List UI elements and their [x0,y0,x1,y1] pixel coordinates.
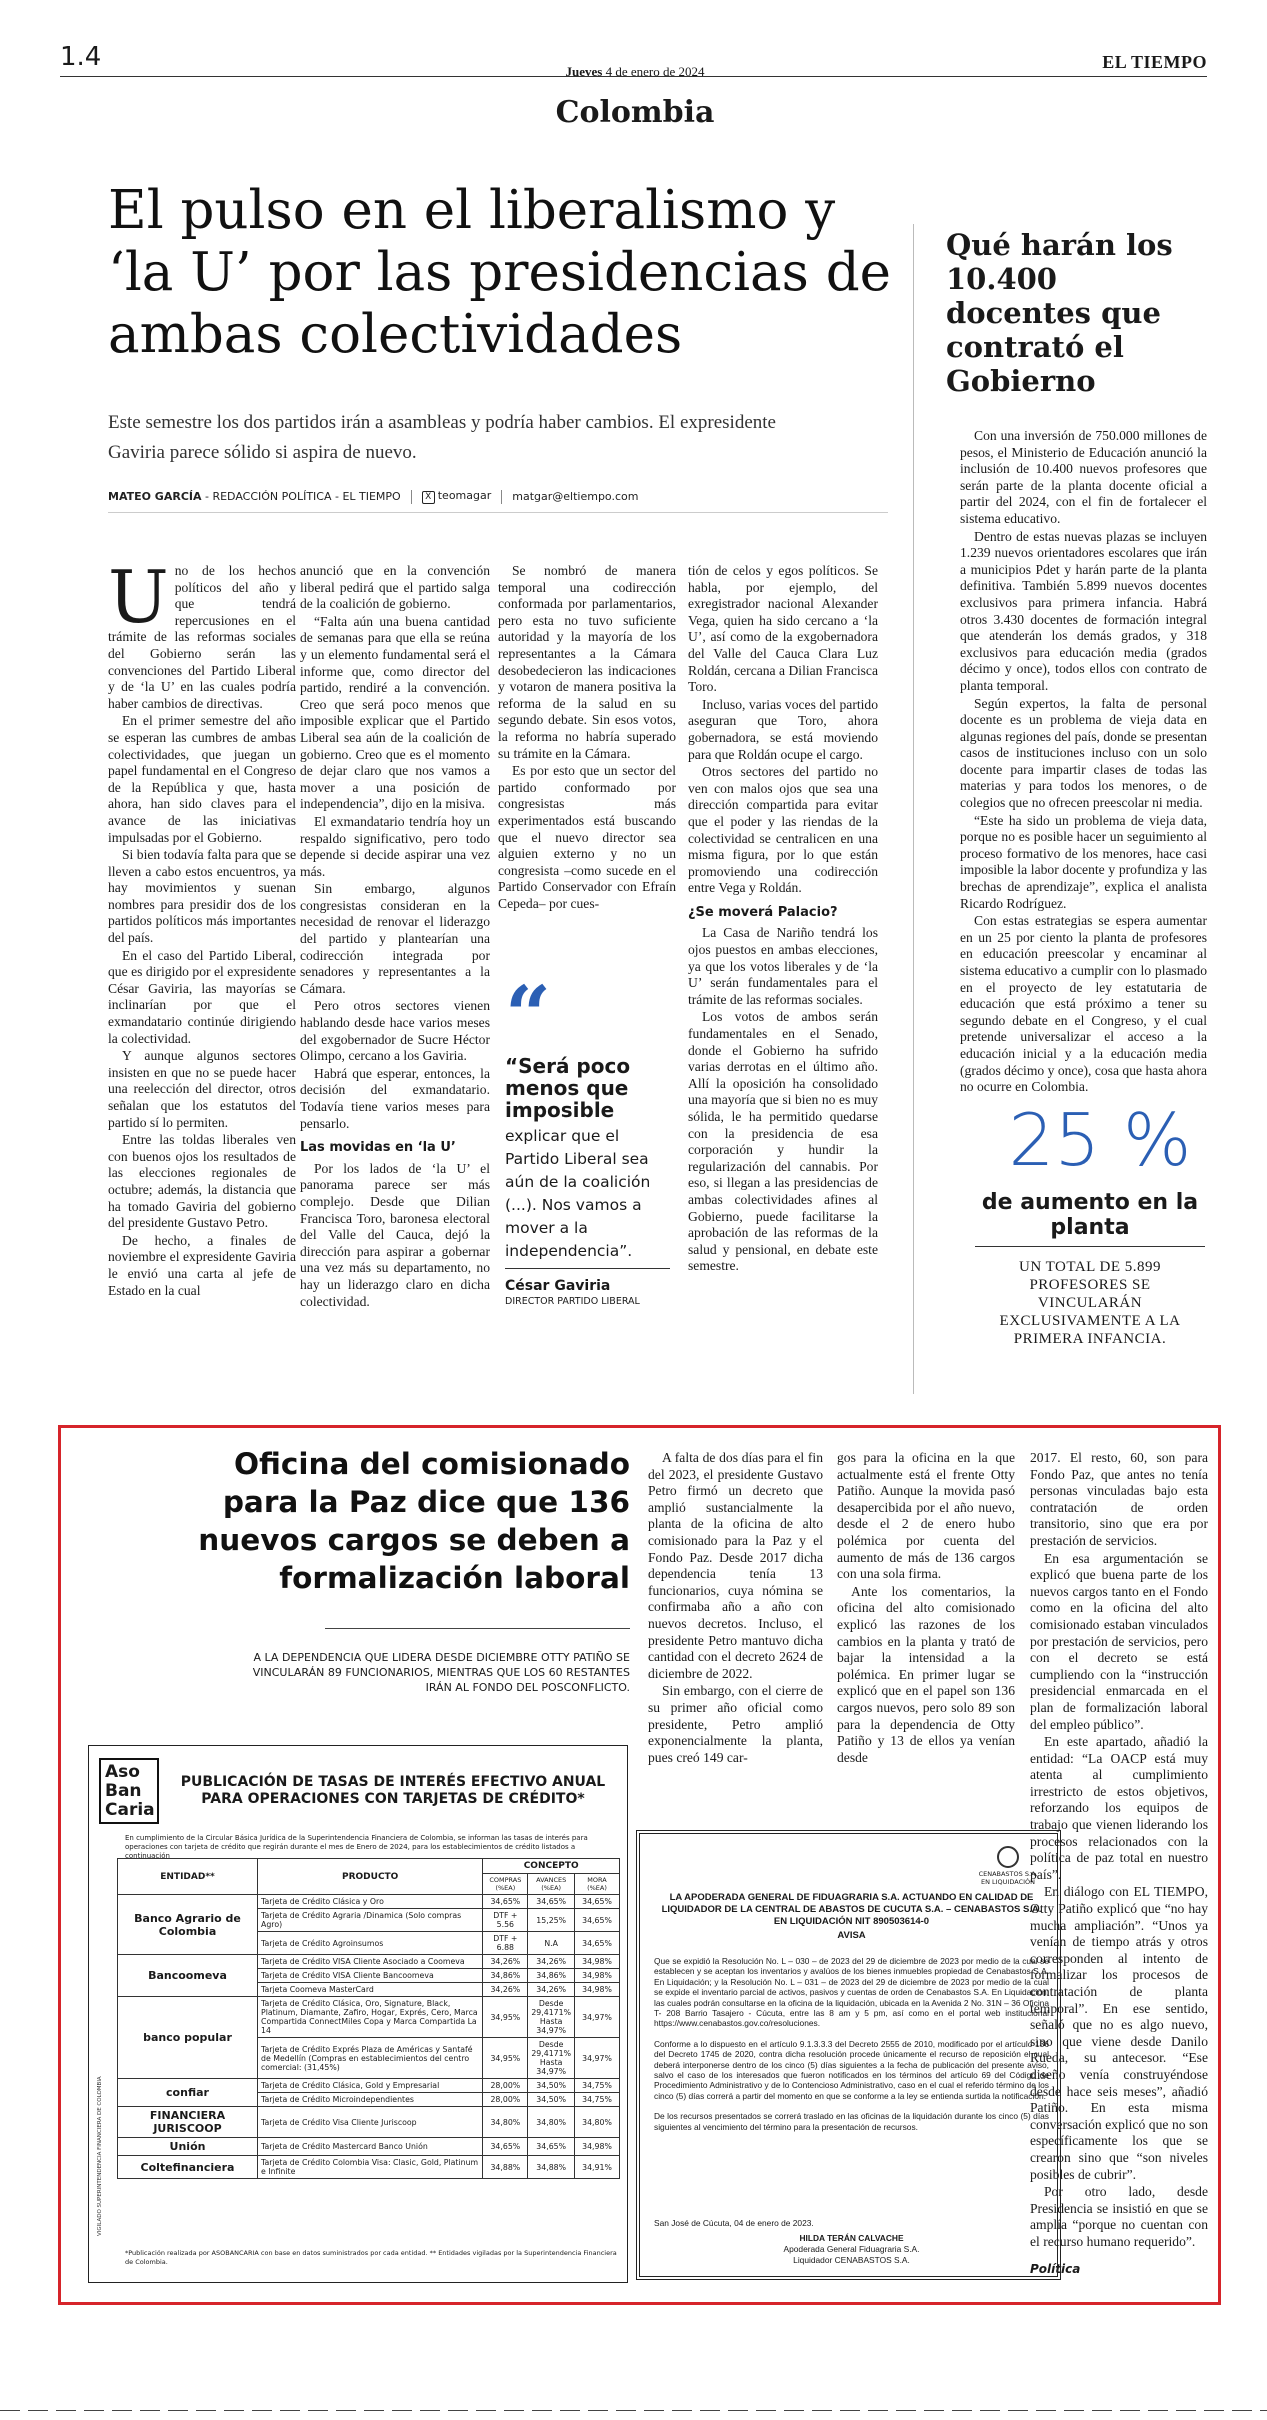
article-subheading: ¿Se moverá Palacio? [688,904,838,920]
cenabastos-logo: CENABASTOS S.A. EN LIQUIDACIÓN [968,1846,1048,1886]
rates-compras: 28,00% [483,2093,528,2107]
rates-product: Tarjeta de Crédito Colombia Visa: Clasic, Gold, Platinum e Infinite [258,2156,483,2179]
rates-row [118,2138,620,2156]
rates-product: Tarjeta de Crédito VISA Cliente Asociado a Coomeva [258,1955,483,1969]
rates-ad-side-note: VIGILADO SUPERINTENDENCIA FINANCIERA DE COLOMBIA [97,2076,103,2236]
article-paragraph: “Falta aún una buena cantidad de semanas para que ella se reúna y un elemento fundamental será el informe que, como director del partido, rendiré a la convención. Creo que será poco menos que imposible explicar que el Partido Liberal sea aún de la coalición de gobierno. Creo que es el momento de dejar claro que nos vamos a mover a una posición de independencia”, dijo en la misiva. [300,613,490,812]
article-paragraph: En el caso del Partido Liberal, que es dirigido por el expresidente César Gaviria, las mayorías se inclinarían por que el exmandatario continúe dirigiendo la colectividad. [108,947,296,1046]
rates-product: Tarjeta de Crédito Clásica, Oro, Signature, Black, Platinum, Diamante, Zafiro, Hogar, Exprés, Cero, Marca Compartida ConnectMiles Copa y Marca Compartida La 14 [258,1997,483,2038]
article-paragraph: En esa argumentación se explicó que buena parte de los nuevos cargos tanto en el Fondo como en la oficina del alto comisionado estaban vinculados por prestación de servicios, pero con el decreto se está cumpliendo con la “instrucción presidencial enmarcada en el plan de formalización laboral del empleo público”. [1030,1550,1208,1732]
rates-entity: Coltefinanciera [118,2156,258,2179]
pull-quote-lead: “Será poco menos que imposible [505,1054,631,1122]
article-paragraph: Sin embargo, algunos congresistas consideran en la necesidad de renovar el liderazgo del partido y plantearían una codirección integrada por senadores y representantes a la Cámara. [300,881,490,996]
rates-product: Tarjeta de Crédito Microindependientes [258,2093,483,2107]
main-headline: El pulso en el liberalismo y ‘la U’ por las presidencias de ambas colectividades [108,180,891,365]
article-paragraph: tión de celos y egos políticos. Se habla, por ejemplo, del exregistrador nacional Alexander Vega, quien ha sido cercano a ‘la U’, así como de la exgobernadora del Valle del Cauca Clara Luz Roldán, cercana a Dilian Francisca Toro. [688,563,878,695]
rates-mora: 34,91% [575,2156,620,2179]
article-paragraph: Habrá que esperar, entonces, la decisión del exmandatario. Todavía tiene varios meses para pensarlo. [300,1065,490,1131]
article-paragraph: Sin embargo, con el cierre de su primer año oficial como presidente, Petro amplió exponencialmente la planta, pues creó 149 car- [648,1683,823,1765]
secondary-column-1 [648,1450,823,1767]
rates-row [118,2079,620,2093]
rates-mora: 34,98% [575,1969,620,1983]
rates-row [118,2107,620,2138]
rates-avances: Desde 29,4171% Hasta 34,97% [528,1997,575,2038]
legal-notice-body [654,1956,1049,2142]
legal-notice-signer: HILDA TERÁN CALVACHE [799,2233,904,2243]
article-paragraph: Si bien todavía falta para que se lleven a cabo estos encuentros, ya hay movimientos y suenan nombres para presidir dos de los partidos políticos más importantes del país. [108,847,296,946]
rates-header-avances: AVANCES (%EA) [528,1874,575,1895]
sidebar-paragraph: Dentro de estas nuevas plazas se incluyen 1.239 nuevos orientadores escolares que irán a municipios Pdet y harán parte de la planta definitiva. También 5.899 nuevos docentes exclusivos para primera infancia. Habrá otros 3.430 docentes de formación integral que atenderán los demás grados, y 318 exclusivos para educación media (grados décimo y once), todos ellos con contrato de planta temporal. [960,528,1207,693]
rates-mora: 34,65% [575,1932,620,1955]
article-paragraph: En este apartado, añadió la entidad: “La OACP está muy atenta al cumplimiento irrestricto de estos objetivos, reforzando los equipos de trabajo que vienen liderando los procesos relacionados con la política de paz total en nuestro país”. [1030,1734,1208,1882]
rates-avances: 34,50% [528,2093,575,2107]
rates-compras: 34,65% [483,2138,528,2156]
sidebar-title: Qué harán los 10.400 docentes que contrató el Gobierno [946,228,1173,398]
sidebar-body [960,428,1207,1097]
article-paragraph: Entre las toldas liberales ven con buenos ojos los resultados de las elecciones regionales de octubre; además, la distancia que ha tomado Gaviria del gobierno del presidente Gustavo Petro. [108,1132,296,1231]
section-name: Colombia [555,95,715,130]
rates-product: Tarjeta de Crédito Agroinsumos [258,1932,483,1955]
rates-mora: 34,98% [575,2138,620,2156]
rates-compras: 34,80% [483,2107,528,2138]
byline [108,489,888,504]
rates-product: Tarjeta de Crédito Exprés Plaza de Américas y Santafé de Medellín (Compras en establecimientos del centro comercial: (31,45%) [258,2038,483,2079]
article-paragraph: gos para la oficina en la que actualmente está el frente Otty Patiño. Aunque la movida pasó desapercibida por el año nuevo, desde el 2 de enero hubo polémica por cuenta del aumento de más de 136 cargos con una sola firma. [837,1450,1015,1582]
byline-author: MATEO GARCÍA - REDACCIÓN POLÍTICA - EL TIEMPO [108,490,401,503]
article-paragraph: La Casa de Nariño tendrá los ojos puestos en ambas elecciones, ya que los votos liberales y de ‘la U’ serán fundamentales para el trámite de las reformas sociales. [688,925,878,1007]
rates-mora: 34,98% [575,1955,620,1969]
article-paragraph: Pero otros sectores vienen hablando desde hace varios meses del exgobernador de Sucre Héctor Olimpo, cercano a los Gaviria. [300,998,490,1064]
legal-notice-signer-role: Liquidador CENABASTOS S.A. [793,2255,910,2265]
rates-product: Tarjeta de Crédito Clásica, Gold y Empresarial [258,2079,483,2093]
rates-mora: 34,75% [575,2093,620,2107]
article-paragraph: Y aunque algunos sectores insisten en que no se puede hacer una reelección del director, otros señalan que los estatutos del partido sí lo permiten. [108,1048,296,1130]
legal-notice-inner [639,1833,1058,2277]
article-subheading: Las movidas en ‘la U’ [300,1140,456,1156]
article-column-3 [498,563,676,913]
article-paragraph: Es por esto que un sector del partido conformado por congresistas más experimentados está buscando que el nuevo director sea alguien externo y no un congresista –como sucede en el Partido Conservador con Efraín Cepeda– por cues- [498,763,676,911]
legal-notice-paragraph: Que se expidió la Resolución No. L – 030 – de 2023 del 29 de diciembre de 2023 por medio de la cual se establecen y se aceptan los inventarios y avalúos de los bienes inmuebles propiedad de Cenabastos S.A. En Liquidación; y la Resolución No. L – 031 – de 2023 del 29 de diciembre de 2023 por medio de la cual se expide el inventario parcial de activos, pasivos y cuentas de orden de Cenabastos S.A. En Liquidación; las cuales podrán consultarse en la oficina de la liquidación, ubicada en la Avenida 2 No. 31N – 36 Oficina T- 208 Barrio Tasajero - Cúcuta, entre las 8 am y 5 pm, así como en el portal web institucional https://www.cenabastos.gov.co/resoluciones. [654,1956,1049,2029]
rates-mora: 34,80% [575,2107,620,2138]
page-bottom-rule [0,2410,1267,2411]
rates-row [118,1895,620,1909]
byline-separator [411,490,412,504]
article-column-1 [108,555,296,1300]
rates-avances: 34,50% [528,2079,575,2093]
rates-product: Tarjeta de Crédito Clásica y Oro [258,1895,483,1909]
pull-quote-rule [505,1268,670,1269]
rates-mora: 34,98% [575,1983,620,1997]
sidebar-divider [913,224,914,1394]
drop-cap: U [108,555,169,639]
rates-avances: 34,65% [528,2138,575,2156]
pull-quote-author: César Gaviria [505,1278,611,1294]
article-paragraph: En el primer semestre del año se esperan las cumbres de ambas colectividades, que juegan un papel fundamental en el Congreso de la República y que, hasta ahora, han sido claves para el avance de las iniciativas impulsadas por el Gobierno. [108,713,296,845]
pull-quote-role: DIRECTOR PARTIDO LIBERAL [505,1296,640,1307]
byline-email[interactable]: matgar@eltiempo.com [512,490,639,503]
article-paragraph: Uno de los hechos políticos del año y que tendrá repercusiones en el trámite de las reformas sociales del Gobierno serán las convenciones del Partido Liberal y de ‘la U’ en las cuales podría haber cambios de directivas. [108,555,296,711]
rates-avances: 34,65% [528,1895,575,1909]
rates-compras: 34,65% [483,1895,528,1909]
rates-compras: 34,88% [483,2156,528,2179]
rates-entity: confiar [118,2079,258,2107]
legal-notice-signer-role: Apoderada General Fiduagraria S.A. [783,2244,920,2254]
rates-compras: 34,95% [483,1997,528,2038]
sidebar-stat-label: de aumento en la planta [981,1190,1199,1240]
rates-compras: 34,95% [483,2038,528,2079]
rates-avances: 15,25% [528,1909,575,1932]
secondary-column-2 [837,1450,1015,1767]
rates-table-body [118,1895,620,2179]
rates-avances: Desde 29,4171% Hasta 34,97% [528,2038,575,2079]
asobancaria-logo: Aso Ban Caria [99,1758,159,1824]
rates-mora: 34,65% [575,1895,620,1909]
sidebar-stat-number: 25 % [1008,1098,1192,1182]
rates-avances: N.A [528,1932,575,1955]
article-paragraph: 2017. El resto, 60, son para Fondo Paz, que antes no tenía personas vinculadas bajo esta contratación de orden transitorio, sino que era por prestación de servicios. [1030,1450,1208,1548]
rates-compras: 34,26% [483,1983,528,1997]
rates-compras: 34,86% [483,1969,528,1983]
rates-header-concept: CONCEPTO [483,1859,620,1874]
rates-compras: DTF + 5.56 [483,1909,528,1932]
legal-notice-heading: LA APODERADA GENERAL DE FIDUAGRARIA S.A. ACTUANDO EN CALIDAD DE LIQUIDADOR DE LA CENTRAL DE ABASTOS DE CUCUTA S.A. – CENABASTOS S.A. EN LIQUIDACIÓN NIT 890503614-0 AVISA [654,1892,1049,1942]
rates-product: Tarjeta de Crédito Mastercard Banco Unión [258,2138,483,2156]
issue-date-rest: 4 de enero de 2024 [602,64,705,79]
rates-avances: 34,88% [528,2156,575,2179]
secondary-headline-rule [325,1628,630,1629]
rates-entity: Bancoomeva [118,1955,258,1997]
article-paragraph: Se nombró de manera temporal una codirección conformada por parlamentarios, pero esta no tuvo suficiente autoridad y la mayoría de los representantes a la Cámara desobedecieron las indicaciones y votaron de manera positiva la reforma de la salud en su segundo debate. Sin esos votos, la reforma no habría superado su trámite en la Cámara. [498,563,676,761]
rates-header-product: PRODUCTO [258,1859,483,1895]
rates-row [118,1955,620,1969]
quote-mark-icon: “ [505,968,552,1062]
rates-compras: 28,00% [483,2079,528,2093]
article-paragraph: Por otro lado, desde Presidencia se insistió en que se amplía “porque no cuentan con el recurso humano requerido”. [1030,2184,1208,2249]
article-paragraph: En diálogo con EL TIEMPO, Otty Patiño explicó que “no hay mucha ampliación”. “Unos ya venían de tiempo atrás y otros corresponden al intento de formalizar los procesos de contratación de planta temporal”. En ese sentido, señaló que no es algo nuevo, sino que viene desde Danilo Rueda, su antecesor. “Ese diseño venía construyéndose desde hace seis meses”, añadió Patiño. En esta misma conversación explicó que no son específicamente los que se crearon sino que “son niveles posibles de cubrir”. [1030,1884,1208,2182]
rates-ad-footnote: *Publicación realizada por ASOBANCARIA con base en datos suministrados por cada entidad. ** Entidades vigiladas por la Superintendencia Financiera de Colombia. [125,2249,617,2266]
byline-separator [501,490,502,504]
section-tag: Política [1030,2262,1081,2276]
newspaper-brand: EL TIEMPO [1102,52,1207,72]
rates-product: Tarjeta de Crédito VISA Cliente Bancoomeva [258,1969,483,1983]
rates-header-compras: COMPRAS (%EA) [483,1874,528,1895]
byline-rule [108,512,888,513]
rates-mora: 34,65% [575,1909,620,1932]
sidebar-paragraph: “Este ha sido un problema de vieja data, porque no es posible hacer un seguimiento al proceso formativo de los menores, hace casi imposible la labor docente y profundiza y las brechas de aprendizaje”, explica el analista Ricardo Rodríguez. [960,812,1207,911]
pull-quote-text: explicar que el Partido Liberal sea aún de la coalición (...). Nos vamos a mover a la independencia”. [505,1127,651,1260]
secondary-subhead: A LA DEPENDENCIA QUE LIDERA DESDE DICIEMBRE OTTY PATIÑO SE VINCULARÁN 89 FUNCIONARIOS, MIENTRAS QUE LOS 60 RESTANTES IRÁN AL FONDO DEL POSCONFLICTO. [252,1651,630,1694]
article-paragraph: Ante los comentarios, la oficina del alto comisionado explicó las razones de los cambios en la planta y trató de bajar la intensidad a la polémica. En primer lugar se explicó que en el papel son 136 cargos nuevos, pero solo 89 son para la dependencia de Otty Patiño y 13 de ellos ya venían desde [837,1583,1015,1765]
rates-avances: 34,80% [528,2107,575,2138]
rates-header-mora: MORA (%EA) [575,1874,620,1895]
rates-mora: 34,97% [575,1997,620,2038]
rates-avances: 34,26% [528,1955,575,1969]
sidebar-paragraph: Con una inversión de 750.000 millones de pesos, el Ministerio de Educación anunció la inclusión de 10.400 nuevos profesores que serán parte de la planta docente oficial a partir del 2024, con el fin de fortalecer el sistema educativo. [960,428,1207,526]
legal-notice-place-date: San José de Cúcuta, 04 de enero de 2023. [654,2218,814,2228]
article-paragraph: Incluso, varias voces del partido aseguran que Toro, ahora gobernadora, se está moviendo para que Roldán ocupe el cargo. [688,696,878,762]
legal-notice-label: AVISA [837,1930,866,1941]
rates-entity: FINANCIERA JURISCOOP [118,2107,258,2138]
rates-mora: 34,75% [575,2079,620,2093]
article-paragraph: Otros sectores del partido no ven con malos ojos que sea una dirección compartida para evitar que el poder y las riendas de la colectividad se centralicen en una misma figura, por lo que están promoviendo una codirección entre Vega y Roldán. [688,764,878,896]
sidebar-paragraph: Con estas estrategias se espera aumentar en un 25 por ciento la planta de profesores en educación preescolar y encaminar al sistema educativo a cumplir con lo plasmado en el proyecto de ley estatutaria de educación que está próximo a tener su segundo debate en el Congreso, y el cual pretende universalizar el acceso a la educación inicial y a la educación media (grados décimo y once), cosa que hasta ahora no ocurre en Colombia. [960,913,1207,1095]
main-subhead: Este semestre los dos partidos irán a asambleas y podría haber cambios. El expresidente Gaviria parece sólido si aspira de nuevo. [108,412,776,463]
rates-entity: banco popular [118,1997,258,2079]
article-column-2 [300,563,490,1311]
legal-notice-paragraph: De los recursos presentados se correrá traslado en las oficinas de la liquidación durante los cinco (5) días siguientes al vencimiento del término para la presentación de recursos. [654,2111,1049,2132]
article-column-4 [688,563,878,1276]
article-paragraph: Por los lados de ‘la U’ el panorama parece ser más complejo. Desde que Dilian Francisca Toro, baronesa electoral del Valle del Cauca, dejó la dirección para aspirar a gobernar una vez más su departamento, no hay un liderazgo claro en dicha colectividad. [300,1160,490,1309]
article-paragraph: A falta de dos días para el fin del 2023, el presidente Gustavo Petro firmó un decreto que amplió sustancialmente la planta de la oficina de alto comisionado para la Paz y el Fondo Paz. Desde 2017 dicha dependencia tenía 13 funcionarios, cuya nómina se confirmaba año a año con nuevos decretos. Incluso, el presidente Petro mantuvo dicha cantidad con el decreto 2624 de diciembre de 2022. [648,1450,823,1681]
rates-ad-title: PUBLICACIÓN DE TASAS DE INTERÉS EFECTIVO ANUAL PARA OPERACIONES CON TARJETAS DE CRÉDITO* [180,1774,606,1807]
rates-entity: Banco Agrario de Colombia [118,1895,258,1955]
rates-advertisement [88,1745,628,2283]
legal-notice [636,1830,1061,2280]
rates-product: Tarjeta de Crédito Visa Cliente Juriscoop [258,2107,483,2138]
rates-product: Tarjeta de Crédito Agraria /Dinamica (Solo compras Agro) [258,1909,483,1932]
rates-compras: DTF + 6.88 [483,1932,528,1955]
sidebar-stat-rule [975,1246,1205,1247]
secondary-headline: Oficina del comisionado para la Paz dice que 136 nuevos cargos se deben a formalización laboral [198,1447,630,1595]
rates-product: Tarjeta Coomeva MasterCard [258,1983,483,1997]
article-paragraph: anunció que en la convención liberal pedirá que el partido salga de la coalición de gobierno. [300,563,490,612]
x-social-icon: X [422,491,435,504]
issue-day: Jueves [565,64,603,79]
rates-mora: 34,97% [575,2038,620,2079]
cenabastos-globe-icon [997,1846,1019,1868]
article-paragraph: De hecho, a finales de noviembre el expresidente Gaviria le envió una carta al jefe de Estado en la cual [108,1232,296,1298]
sidebar-stat-caption: UN TOTAL DE 5.899 PROFESORES SE VINCULARÁN EXCLUSIVAMENTE A LA PRIMERA INFANCIA. [999,1259,1181,1347]
rates-avances: 34,26% [528,1983,575,1997]
rates-ad-note: En cumplimiento de la Circular Básica Jurídica de la Superintendencia Financiera de Colombia, se informan las tasas de interés para operaciones con tarjeta de crédito que regirán durante el mes de Enero de 2024, para los establecimientos de crédito listados a continuación [125,1834,588,1860]
rates-entity: Unión [118,2138,258,2156]
legal-notice-signature [654,2218,1049,2266]
sidebar-paragraph: Según expertos, la falta de personal docente es un problema de vieja data en algunas regiones del país, donde se presentan casos de instituciones incluso con un solo docente para impartir clases de todas las materias y para todos los menores, o de colegios que no ofrecen preescolar ni media. [960,695,1207,811]
rates-header-entity: ENTIDAD** [118,1859,258,1895]
issue-date [490,64,780,80]
page-number: 1.4 [60,42,102,72]
byline-social[interactable]: X teomagar [422,489,492,504]
rates-row [118,1997,620,2038]
legal-notice-paragraph: Conforme a lo dispuesto en el artículo 9.1.3.3.3 del Decreto 2555 de 2010, modificado por el artículo 136 del Decreto 1745 de 2020, contra dicha resolución procede únicamente el recurso de reposición el cual deberá interponerse dentro de los cinco (5) días siguientes a la fecha de publicación del presente aviso, salvo el caso de los interesados que fueron notificados en los términos del artículo 69 del Código de Procedimiento Administrativo y de lo Contencioso Administrativo, caso en el cual el referido término de los cinco (5) días correrá a partir del momento en que se conforme a la ley se entienda surtida la notificación. [654,2038,1049,2101]
rates-avances: 34,86% [528,1969,575,1983]
rates-compras: 34,26% [483,1955,528,1969]
rates-table [117,1858,620,2179]
rates-row [118,2156,620,2179]
article-paragraph: Los votos de ambos serán fundamentales en el Senado, donde el Gobierno ha sufrido varias derrotas en el último año. Allí la oposición ha consolidado una mayoría que si bien no es muy sólida, le ha permitido quedarse con la presidencia de esa corporación y hundir la regularización del cannabis. Por eso, si llegan a las presidencias de ambas colectividades afines al Gobierno, puede facilitarse la aprobación de las reformas de la salud y pensional, en debate este semestre. [688,1009,878,1274]
article-paragraph: El exmandatario tendría hoy un respaldo significativo, pero todo depende si decide aspirar una vez más. [300,813,490,879]
